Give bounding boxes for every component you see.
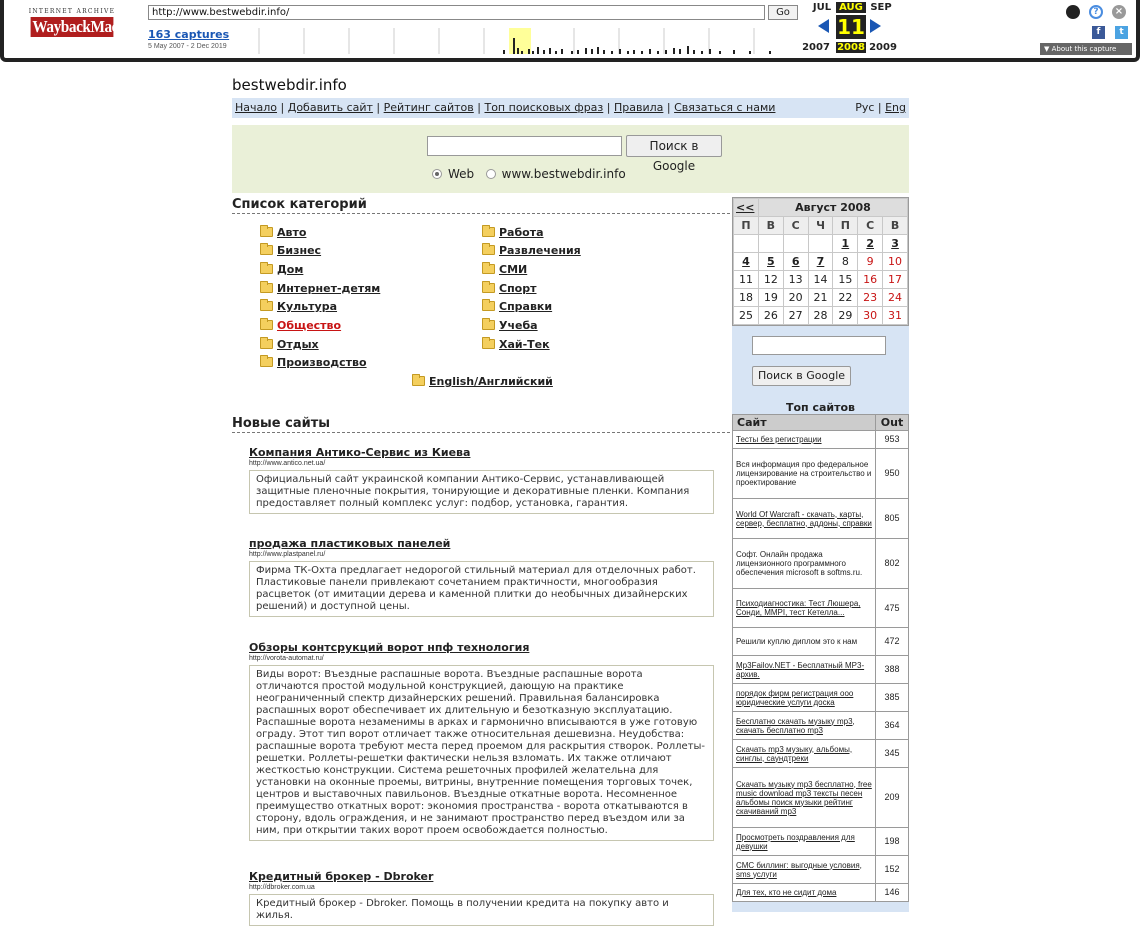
month-current: AUG [836, 2, 866, 13]
category-link[interactable]: Спорт [499, 282, 537, 295]
folder-icon [482, 227, 495, 237]
wayback-machine-logo: WaybackMachine [32, 17, 145, 36]
category-link[interactable]: Культура [277, 300, 338, 313]
search-scope [432, 167, 626, 181]
top-site-link[interactable]: СМС биллинг: выгодные условия, sms услуги [736, 860, 862, 879]
site-entry [249, 870, 714, 926]
close-icon[interactable]: × [1112, 5, 1126, 19]
calendar-day: 14 [808, 271, 833, 289]
folder-icon [260, 320, 273, 330]
twitter-icon[interactable]: t [1115, 26, 1128, 39]
calendar-day [783, 235, 808, 253]
folder-icon [482, 264, 495, 274]
top-sites-col-site: Сайт [733, 415, 876, 431]
category-item[interactable] [260, 244, 321, 257]
top-site-out: 146 [876, 884, 909, 902]
top-site-link[interactable]: Решили куплю диплом это к нам [736, 637, 858, 646]
folder-icon [482, 320, 495, 330]
category-item[interactable] [260, 282, 380, 295]
calendar-day [808, 235, 833, 253]
top-site-link[interactable]: Просмотреть поздравления для девушки [736, 832, 855, 851]
category-link[interactable]: Авто [277, 226, 307, 239]
table-row [733, 884, 909, 902]
top-site-link[interactable]: Бесплатно скачать музыку mp3, скачать бесплатно mp3 [736, 716, 855, 735]
folder-icon [260, 245, 273, 255]
go-button[interactable]: Go [768, 5, 798, 20]
lang-ru[interactable]: Рус [855, 101, 875, 114]
prev-capture-arrow-icon[interactable] [818, 19, 829, 33]
table-row [733, 449, 909, 499]
site-title: bestwebdir.info [232, 76, 347, 94]
about-capture-label: About this capture [1051, 45, 1117, 53]
category-link[interactable]: Интернет-детям [277, 282, 381, 295]
calendar-day: 22 [833, 289, 858, 307]
calendar-day: 18 [734, 289, 759, 307]
year-prev[interactable]: 2007 [802, 42, 830, 53]
facebook-icon[interactable]: f [1092, 26, 1105, 39]
top-site-link[interactable]: Mp3Failov.NET - Бесплатный MP3-архив. [736, 660, 865, 679]
site-title-link[interactable]: Обзоры контсрукций ворот нпф технология [249, 641, 530, 654]
table-row [733, 740, 909, 768]
calendar-day: 17 [883, 271, 908, 289]
top-site-link[interactable]: порядок фирм регистрация ооо юридические услуги доска [736, 688, 854, 707]
category-item[interactable] [260, 319, 341, 332]
nav-rules[interactable]: Правила [613, 101, 664, 114]
calendar-day: 15 [833, 271, 858, 289]
weekday: В [758, 217, 783, 235]
calendar-day: 31 [883, 307, 908, 325]
calendar-day: 20 [783, 289, 808, 307]
weekday: С [858, 217, 883, 235]
folder-icon [260, 357, 273, 367]
site-entry [249, 537, 714, 617]
category-item[interactable] [482, 282, 536, 295]
calendar-day: 27 [783, 307, 808, 325]
top-site-out: 385 [876, 684, 909, 712]
calendar-day: 30 [858, 307, 883, 325]
radio-site[interactable] [486, 169, 496, 179]
top-sites-col-out: Out [876, 415, 909, 431]
capture-sparkline[interactable] [241, 24, 779, 54]
site-entry [249, 641, 714, 841]
top-site-link[interactable]: Скачать музыку mp3 бесплатно, free music download mp3 тексты песен альбомы поиск музыки рейтинг скачиваний mp3 [736, 779, 872, 816]
calendar-day: 16 [858, 271, 883, 289]
wayback-toolbar [0, 0, 1140, 62]
weekday: П [833, 217, 858, 235]
category-item[interactable] [482, 244, 581, 257]
category-link[interactable]: Учеба [499, 319, 538, 332]
google-search-button[interactable]: Поиск в Google [626, 135, 722, 157]
category-link[interactable]: СМИ [499, 263, 528, 276]
help-icon[interactable]: ? [1089, 5, 1103, 19]
sidebar-search-input[interactable] [752, 336, 886, 355]
calendar-day-link[interactable]: 6 [783, 253, 808, 271]
calendar-prev-link[interactable]: << [736, 201, 755, 214]
new-sites-heading: Новые сайты [232, 416, 730, 433]
current-day: 11 [837, 15, 865, 39]
table-row [733, 589, 909, 628]
folder-icon [412, 376, 425, 386]
folder-icon [482, 245, 495, 255]
top-site-link[interactable]: Скачать mp3 музыку, альбомы, синглы, саундтреки [736, 744, 853, 763]
site-entry [249, 446, 714, 514]
top-site-out: 345 [876, 740, 909, 768]
weekday: Ч [808, 217, 833, 235]
top-site-out: 475 [876, 589, 909, 628]
category-item[interactable] [482, 263, 527, 276]
category-link[interactable]: Общество [277, 319, 342, 332]
page [232, 76, 909, 193]
month-prev[interactable]: JUL [812, 2, 832, 13]
calendar-day: 26 [758, 307, 783, 325]
category-item[interactable] [482, 319, 538, 332]
sidebar-google-search-button[interactable]: Поиск в Google [752, 366, 851, 386]
top-site-out: 805 [876, 499, 909, 539]
category-link[interactable]: Бизнес [277, 244, 322, 257]
top-site-out: 152 [876, 856, 909, 884]
category-item[interactable] [260, 263, 303, 276]
nav-rating[interactable]: Рейтинг сайтов [383, 101, 474, 114]
ia-label: INTERNET ARCHIVE [28, 8, 116, 15]
table-row [733, 684, 909, 712]
folder-icon [482, 339, 495, 349]
calendar-day-link[interactable]: 7 [808, 253, 833, 271]
category-link[interactable]: Справки [499, 300, 553, 313]
top-site-link[interactable]: Софт. Онлайн продажа лицензионного программного обеспечения microsoft в softms.ru. [736, 550, 863, 577]
search-input[interactable] [427, 136, 622, 156]
calendar-day-link[interactable]: 4 [734, 253, 759, 271]
top-site-out: 209 [876, 768, 909, 828]
calendar-day: 10 [883, 253, 908, 271]
lang-switch: Рус | Eng [855, 101, 906, 114]
top-site-link[interactable]: Психодиагностика: Тест Люшера, Сонди, ММPI, тест Кетелла... [736, 599, 861, 617]
site-url: http://www.plastpanel.ru/ [249, 551, 326, 558]
year-next[interactable]: 2009 [869, 42, 897, 53]
calendar-day [758, 235, 783, 253]
category-item[interactable] [260, 356, 367, 369]
category-link[interactable]: Хай-Тек [499, 338, 550, 351]
top-nav: Начало | Добавить сайт | Рейтинг сайтов | Топ поисковых фраз | Правила | Связаться с нами Рус | Eng [232, 98, 909, 118]
category-item[interactable] [482, 338, 550, 351]
month-next[interactable]: SEP [870, 2, 892, 13]
radio-site-label: www.bestwebdir.info [501, 167, 626, 181]
table-row [733, 856, 909, 884]
site-url: http://vorota-automat.ru/ [249, 655, 324, 662]
folder-icon [260, 227, 273, 237]
category-link[interactable]: Производство [277, 356, 367, 369]
table-row [733, 499, 909, 539]
categories-heading: Список категорий [232, 197, 730, 214]
sidebar [732, 197, 909, 912]
calendar-day: 12 [758, 271, 783, 289]
category-link[interactable]: English/Английский [429, 375, 553, 388]
calendar-day-link[interactable]: 2 [858, 235, 883, 253]
folder-icon [260, 301, 273, 311]
capture-range: 5 May 2007 - 2 Dec 2019 [148, 43, 227, 50]
category-item[interactable] [482, 300, 552, 313]
site-description: Фирма ТК-Охта предлагает недорогой стильный материал для отделочных работ. Пластиковые панели привлекают сочетанием практичности, многообразия расцветок (от имитации дерева и каменной плитки до необычных дизайнерских решений) и доступной цены. [249, 561, 714, 617]
calendar-day: 11 [734, 271, 759, 289]
calendar-day: 13 [783, 271, 808, 289]
table-row [733, 712, 909, 740]
site-description: Кредитный брокер - Dbroker. Помощь в получении кредита на покупку авто и жилья. [249, 894, 714, 926]
top-site-link[interactable]: World Of Warcraft - скачать, карты, сервер, бесплатно, аддоны, справки [736, 509, 872, 528]
about-capture-button[interactable]: ▼ About this capture [1040, 43, 1132, 55]
nav-contact[interactable]: Связаться с нами [674, 101, 776, 114]
site-url: http://www.antico.net.ua/ [249, 460, 326, 467]
calendar-day: 29 [833, 307, 858, 325]
wayback-logo[interactable] [26, 8, 145, 37]
lang-en[interactable]: Eng [885, 101, 906, 114]
site-title-link[interactable]: Кредитный брокер - Dbroker [249, 870, 434, 883]
top-site-out: 950 [876, 449, 909, 499]
top-site-out: 364 [876, 712, 909, 740]
weekday: П [734, 217, 759, 235]
nav-top-phrases[interactable]: Топ поисковых фраз [484, 101, 604, 114]
url-input[interactable]: http://www.bestwebdir.info/ [148, 5, 765, 20]
calendar [732, 197, 909, 326]
site-url: http://dbroker.com.ua [249, 884, 315, 891]
radio-web[interactable] [432, 169, 442, 179]
folder-icon [260, 283, 273, 293]
calendar-day-link[interactable]: 3 [883, 235, 908, 253]
calendar-day-link[interactable]: 5 [758, 253, 783, 271]
top-sites-table [732, 414, 909, 902]
category-link[interactable]: Отдых [277, 338, 319, 351]
calendar-day: 28 [808, 307, 833, 325]
site-title-link[interactable]: Компания Антико-Сервис из Киева [249, 446, 471, 459]
top-site-link[interactable]: Тесты без регистрации [736, 435, 822, 444]
category-item[interactable] [260, 300, 337, 313]
calendar-day: 8 [833, 253, 858, 271]
top-site-out: 198 [876, 828, 909, 856]
category-item[interactable] [260, 226, 306, 239]
top-site-out: 472 [876, 628, 909, 656]
top-site-out: 388 [876, 656, 909, 684]
user-account-icon[interactable] [1066, 5, 1080, 19]
folder-icon [482, 283, 495, 293]
calendar-day: 25 [734, 307, 759, 325]
category-item-english[interactable] [412, 375, 553, 388]
category-link[interactable]: Развлечения [499, 244, 581, 257]
calendar-day: 19 [758, 289, 783, 307]
calendar-day-link[interactable]: 1 [833, 235, 858, 253]
categories-list [232, 214, 730, 414]
category-link[interactable]: Дом [277, 263, 304, 276]
calendar-day: 21 [808, 289, 833, 307]
calendar-day [734, 235, 759, 253]
table-row [733, 656, 909, 684]
calendar-day: 9 [858, 253, 883, 271]
category-link[interactable]: Работа [499, 226, 544, 239]
folder-icon [482, 301, 495, 311]
table-row [733, 768, 909, 828]
google-search-bar [232, 125, 909, 193]
nav-add-site[interactable]: Добавить сайт [287, 101, 373, 114]
folder-icon [260, 264, 273, 274]
top-site-out: 953 [876, 431, 909, 449]
top-site-out: 802 [876, 539, 909, 589]
next-capture-arrow-icon[interactable] [870, 19, 881, 33]
top-site-link[interactable]: Вся информация про федеральное лицензирование на строительство и проектирование [736, 460, 872, 487]
calendar-day: 24 [883, 289, 908, 307]
site-description: Виды ворот: Въездные распашные ворота. Въездные распашные ворота отличаются простой модульной конструкцией, дающую на практике неограниченный спектр дизайнерских решений. Правильная балансировка распашных ворот обеспечивает их длительную и безотказную эксплуатацию. Распашные ворота незаменимы в арках и гармонично вписываются в уже готовую ограду. Этот тип ворот отличает также относительная дешевизна. Неудобства: распашные ворота требуют места перед проемом для раскрытия створок. Роллеты-решетки. Роллеты-решетки фактически нельзя взломать. Их также отличают жесткостью конструкции. Система решеточных профилей желательна для установки на оконные проемы, витрины, внутренние помещения торговых точек, центров и выставочных павильонов. Въездные откатные ворота. Несомненное преимущество откатных ворот: экономия пространства - ворота откатываются в сторону, вдоль ограждения, и не занимают пространство перед въездом или за ним, при открытии таких ворот проем освобождается полностью. [249, 665, 714, 841]
category-item[interactable] [482, 226, 544, 239]
radio-web-label: Web [448, 167, 475, 181]
table-row [733, 431, 909, 449]
top-site-link[interactable]: Для тех, кто не сидит дома [736, 888, 837, 897]
folder-icon [260, 339, 273, 349]
nav-home[interactable]: Начало [235, 101, 278, 114]
category-item[interactable] [260, 338, 319, 351]
weekday: С [783, 217, 808, 235]
site-title-link[interactable]: продажа пластиковых панелей [249, 537, 451, 550]
calendar-title: Август 2008 [758, 199, 907, 217]
captures-link[interactable]: 163 captures [148, 28, 230, 41]
table-row [733, 828, 909, 856]
year-current: 2008 [837, 42, 865, 53]
site-description: Официальный сайт украинской компании Антико-Сервис, устанавливающей защитные пленочные покрытия, тонирующие и декоративные пленки. Компания предоставляет полный комплекс услуг: подбор, установка, гарантия. [249, 470, 714, 514]
sparkline-bars [503, 38, 771, 54]
weekday: В [883, 217, 908, 235]
top-sites-title: Топ сайтов [785, 401, 856, 414]
table-row [733, 539, 909, 589]
calendar-day: 23 [858, 289, 883, 307]
table-row [733, 628, 909, 656]
